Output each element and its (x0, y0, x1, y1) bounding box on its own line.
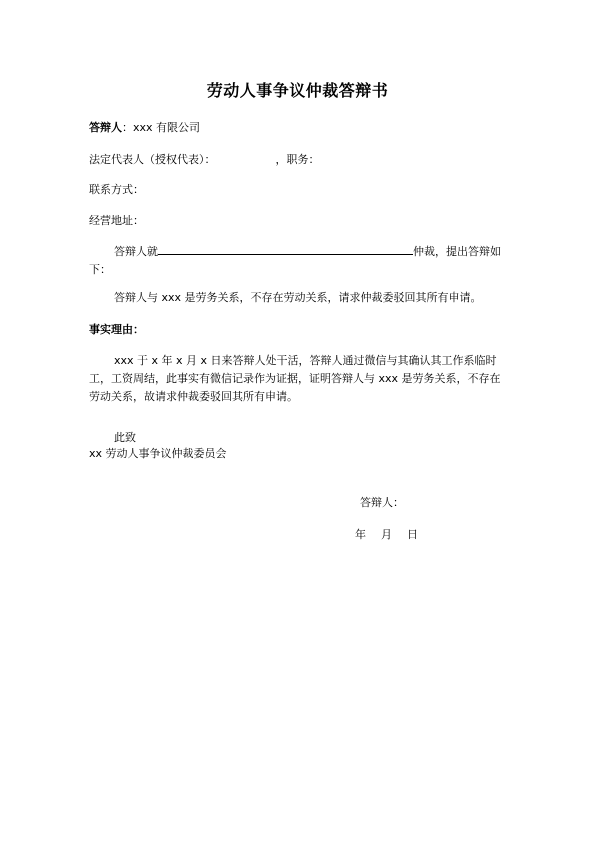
address-line: 经营地址： (89, 214, 144, 227)
signature-label: 答辩人： (360, 496, 404, 509)
intro-prefix: 答辩人就 (114, 245, 158, 258)
case-blank-line (158, 242, 413, 255)
claim-text: 答辩人与 xxx 是劳务关系，不存在劳动关系，请求仲裁委驳回其所有申请。 (114, 291, 482, 304)
intro-paragraph (89, 242, 509, 279)
document-title: 劳动人事争议仲裁答辩书 (206, 81, 389, 100)
position-label: ，职务： (275, 153, 320, 166)
facts-paragraph (89, 352, 509, 406)
facts-text: xxx 于 x 年 x 月 x 日来答辩人处干活，答辩人通过微信与其确认其工作系临时工，工资周结，此事实有微信记录作为证据，证明答辩人与 xxx 是劳务关系，不存在劳动关系，故请求仲裁委驳回其所有申请。 (89, 354, 501, 403)
date-line: 年 月 日 (355, 528, 420, 541)
recipient: xx 劳动人事争议仲裁委员会 (89, 447, 227, 460)
contact-line: 联系方式： (89, 183, 144, 196)
intro-suffix: 仲裁，提出答辩如下： (89, 245, 501, 276)
legal-rep-label: 法定代表人（授权代表）： (89, 153, 216, 166)
respondent-line (89, 120, 200, 136)
respondent-label: 答辩人 (89, 121, 122, 134)
claim-paragraph (89, 289, 509, 307)
facts-heading: 事实理由： (89, 323, 144, 336)
respondent-value: ：xxx 有限公司 (122, 121, 201, 134)
closing: 此致 (114, 431, 136, 444)
legal-rep-line (89, 152, 320, 168)
